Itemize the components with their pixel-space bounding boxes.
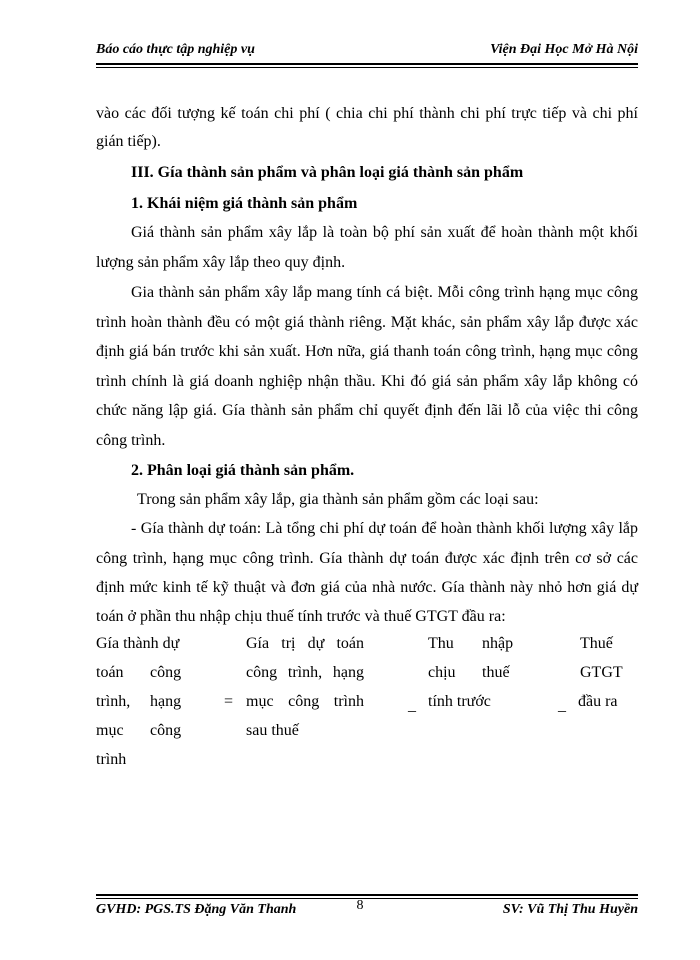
formula-term: sau thuế bbox=[246, 722, 299, 739]
formula-term: hạng bbox=[150, 693, 182, 710]
footer-rule bbox=[96, 894, 638, 896]
paragraph-line: định mức kinh tế kỹ thuật và đơn giá của nhà nước. Gía thành này nhỏ hơn giá dự bbox=[96, 579, 638, 596]
minus-sign: _ bbox=[558, 697, 566, 714]
formula-term: công bbox=[150, 722, 182, 739]
formula-term: công trình, hạng bbox=[246, 664, 364, 681]
paragraph-line: chức năng lập giá. Gía thành sản phẩm chỉ quyết định đến lãi lỗ của việc thi công bbox=[96, 402, 638, 419]
formula-term: thuế bbox=[482, 664, 510, 681]
formula-term: trình bbox=[96, 751, 127, 768]
subsection-heading: 2. Phân loại giá thành sản phẩm. bbox=[131, 462, 355, 479]
footer-right: SV: Vũ Thị Thu Huyền bbox=[502, 902, 638, 917]
formula-term: Thuế bbox=[580, 635, 613, 652]
paragraph-line: Giá thành sản phẩm xây lắp là toàn bộ phí sản xuất để hoàn thành một khối bbox=[131, 224, 638, 241]
paragraph-line: trình chính là giá doanh nghiệp nhận thầu. Khi đó giá sản phẩm xây lắp không có bbox=[96, 373, 638, 390]
minus-sign: _ bbox=[408, 697, 416, 714]
paragraph-line: Trong sản phẩm xây lắp, gia thành sản phẩm gồm các loại sau: bbox=[137, 491, 539, 508]
page-header bbox=[96, 38, 638, 62]
formula-term: nhập bbox=[482, 635, 514, 652]
paragraph-line: gián tiếp). bbox=[96, 133, 161, 150]
paragraph-line: - Gía thành dự toán: Là tổng chi phí dự toán để hoàn thành khối lượng xây lắp bbox=[131, 520, 638, 537]
section-heading: III. Gía thành sản phẩm và phân loại giá thành sản phẩm bbox=[131, 164, 524, 181]
formula-term: toán bbox=[96, 664, 124, 681]
page-number: 8 bbox=[356, 898, 364, 913]
header-left: Báo cáo thực tập nghiệp vụ bbox=[96, 42, 255, 57]
formula-term: mục công trình bbox=[246, 693, 364, 710]
formula-term: Thu bbox=[428, 635, 454, 652]
formula-term: tính trước bbox=[428, 693, 491, 710]
formula-term: GTGT bbox=[580, 664, 623, 681]
header-rule-thin bbox=[96, 67, 638, 68]
paragraph-line: vào các đối tượng kế toán chi phí ( chia chi phí thành chi phí trực tiếp và chi phí bbox=[96, 105, 638, 122]
paragraph-line: toán ở phần thu nhập chịu thuế tính trước và thuế GTGT đầu ra: bbox=[96, 608, 506, 625]
equals-sign: = bbox=[224, 693, 234, 710]
formula-term: chịu bbox=[428, 664, 456, 681]
header-right: Viện Đại Học Mở Hà Nội bbox=[490, 42, 638, 57]
paragraph-line: trình hoàn thành đều có một giá thành riêng. Mặt khác, sản phẩm xây lắp được xác bbox=[96, 314, 638, 331]
formula-term: Gía thành dự bbox=[96, 635, 180, 652]
footer-left: GVHD: PGS.TS Đặng Văn Thanh bbox=[96, 902, 297, 917]
formula-term: trình, bbox=[96, 693, 131, 710]
paragraph-line: Gia thành sản phẩm xây lắp mang tính cá biệt. Mỗi công trình hạng mục công bbox=[131, 284, 638, 301]
subsection-heading: 1. Khái niệm giá thành sản phẩm bbox=[131, 195, 358, 212]
paragraph-line: công trình, hạng mục công trình. Gía thành dự toán được xác định trên cơ sở các bbox=[96, 550, 638, 567]
paragraph-line: công trình. bbox=[96, 432, 166, 449]
formula-term: Gía trị dự toán bbox=[246, 635, 364, 652]
paragraph-line: định giá bán trước khi sản xuất. Hơn nữa, giá thanh toán công trình, hạng mục công bbox=[96, 343, 638, 360]
formula-term: đầu ra bbox=[578, 693, 618, 710]
formula-term: mục bbox=[96, 722, 124, 739]
formula-term: công bbox=[150, 664, 182, 681]
header-rule bbox=[96, 63, 638, 65]
paragraph-line: lượng sản phẩm xây lắp theo quy định. bbox=[96, 254, 346, 271]
